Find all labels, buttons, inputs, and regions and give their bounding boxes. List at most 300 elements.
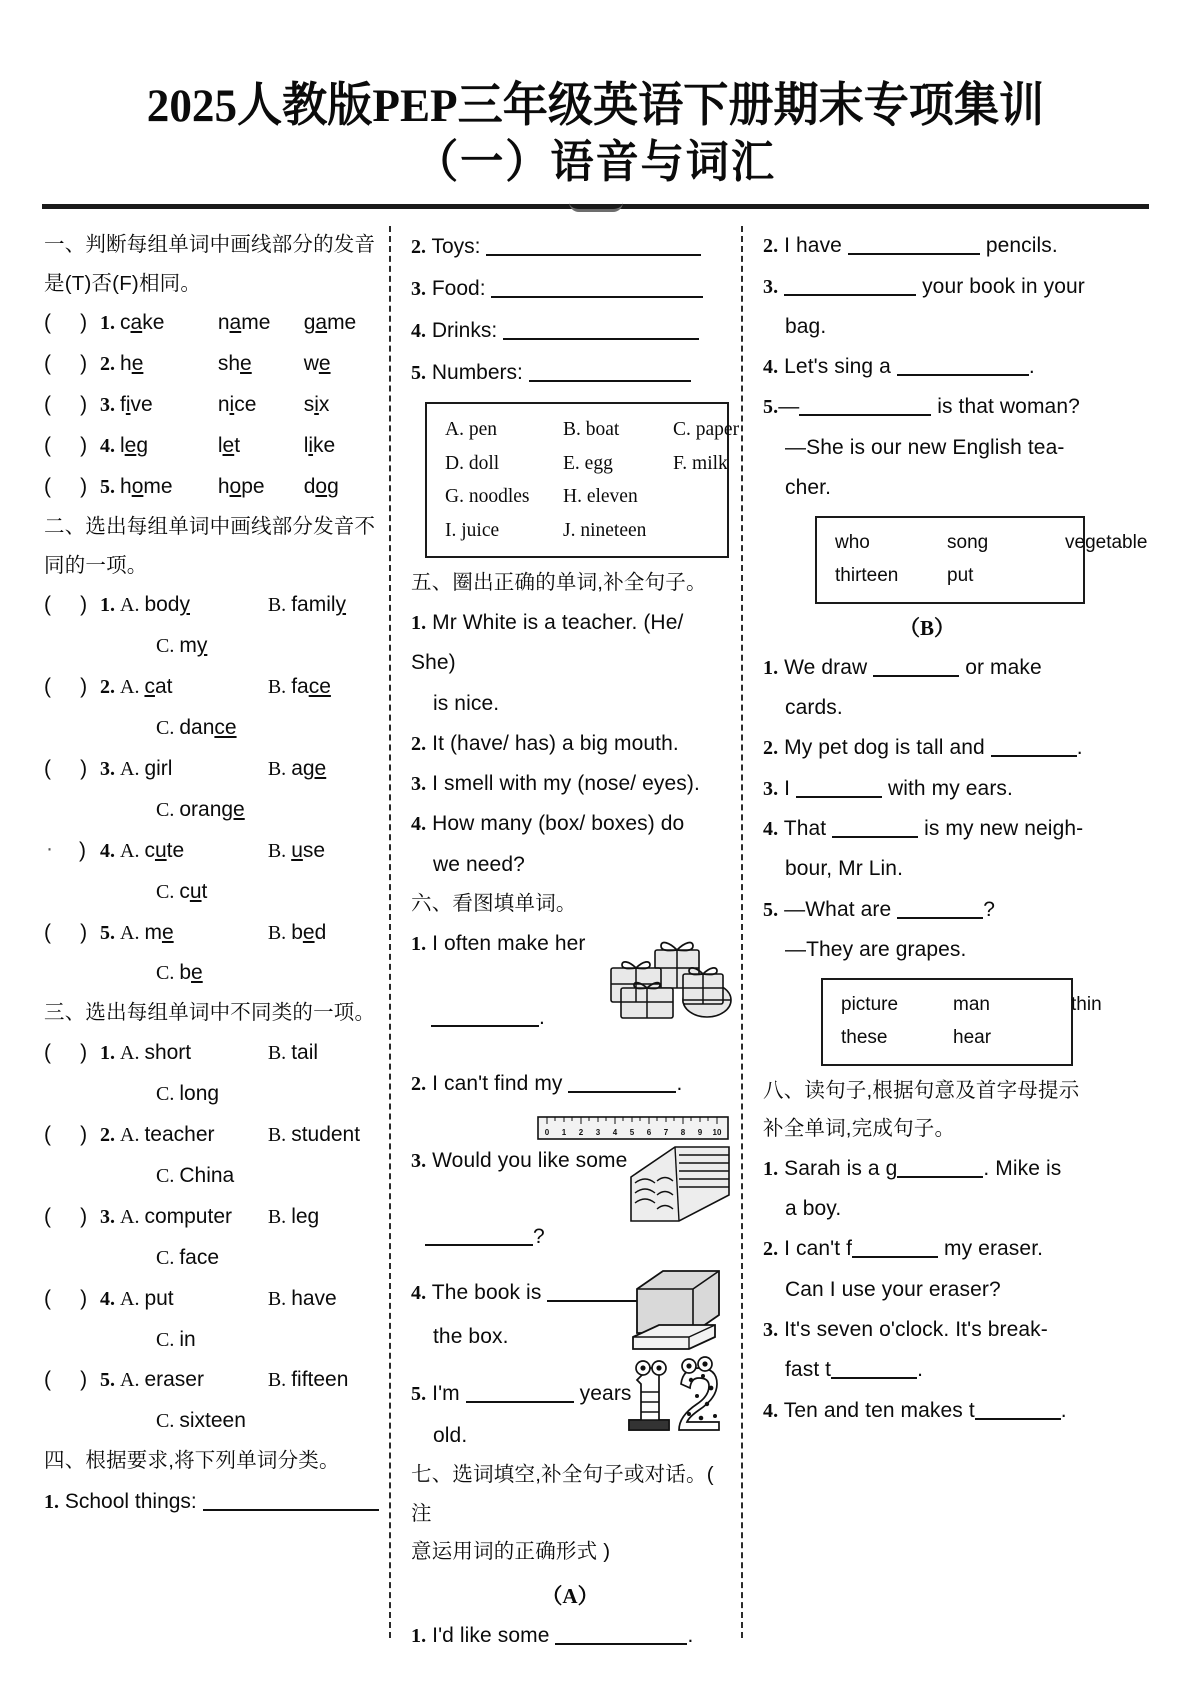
sentence-text: I smell with my (nose/ eyes). (432, 772, 700, 796)
answer-blank[interactable] (529, 363, 691, 382)
s6-picture-2 (411, 1105, 729, 1141)
sentence-text: It (have/ has) a big mouth. (432, 731, 679, 755)
s2-item-4[interactable] (44, 831, 383, 913)
option-a: A. eraser (120, 1368, 204, 1392)
item-number: 4. (100, 435, 115, 458)
svg-text:3: 3 (595, 1127, 601, 1137)
option-a: A. girl (120, 756, 173, 780)
section-7a-wordbank (815, 516, 1148, 603)
wordbank-item: put (947, 565, 974, 587)
sentence-continued: fast t . (785, 1358, 924, 1382)
section-8-heading (763, 1072, 1091, 1149)
item-number: 2. (100, 353, 115, 376)
section-7-heading-line-2: 意运用词的正确形式 ) (411, 1540, 611, 1564)
option-b: B. face (267, 674, 331, 698)
answer-blank[interactable] (897, 1159, 983, 1178)
option-a: A. teacher (120, 1122, 215, 1146)
svg-text:6: 6 (646, 1127, 652, 1137)
answer-paren[interactable]: ( ) (44, 674, 88, 698)
item-number: 2. (763, 1238, 779, 1261)
category-label: Drinks: (431, 319, 498, 343)
answer-paren[interactable]: ( ) (44, 352, 88, 376)
item-number: 1. (100, 1041, 115, 1064)
option-c: C. cut (156, 879, 208, 903)
sentence-end: pencils. (985, 234, 1058, 258)
word-group (120, 426, 383, 467)
sentence-continued: cards. (785, 696, 843, 720)
word-2: name (217, 311, 271, 335)
wordbank-item: G. noodles (445, 486, 530, 508)
answer-blank[interactable] (831, 1360, 917, 1379)
answer-blank[interactable] (431, 1008, 539, 1027)
sentence-text: How many (box/ boxes) do (432, 812, 685, 836)
column-middle (389, 226, 741, 1647)
answer-blank[interactable] (799, 397, 931, 416)
sentence-end: ? (983, 897, 995, 921)
gift-boxes-icon (607, 934, 735, 1030)
sentence-continued: the box. (433, 1325, 509, 1349)
s7a-item-3[interactable] (763, 267, 1091, 348)
sentence-end: my eraser. (944, 1237, 1044, 1261)
answer-paren[interactable]: ( ) (44, 1368, 88, 1392)
option-c: C. face (156, 1245, 220, 1269)
s5-item-2[interactable] (411, 724, 729, 764)
svg-text:1: 1 (561, 1127, 567, 1137)
answer-blank[interactable] (796, 779, 882, 798)
word-2: she (217, 352, 252, 376)
s6-item-5[interactable] (411, 1374, 729, 1457)
book-on-box-icon (619, 1263, 731, 1359)
answer-blank[interactable] (555, 1626, 687, 1645)
sentence-continued: bour, Mr Lin. (785, 857, 904, 881)
category-label: School things: (64, 1489, 197, 1513)
s8-item-3[interactable] (763, 1310, 1091, 1391)
s2-item-5[interactable] (44, 913, 383, 995)
option-c: C. China (156, 1163, 235, 1187)
wordbank-row (445, 514, 713, 548)
s7b-item-5[interactable] (763, 890, 1091, 971)
item-number: 3. (763, 275, 779, 298)
item-number: 5. (411, 362, 426, 385)
word-3: like (303, 434, 336, 458)
word-group (120, 385, 383, 426)
svg-text:8: 8 (680, 1127, 686, 1137)
answer-paren[interactable]: ( ) (44, 434, 88, 458)
word-3: six (303, 393, 330, 417)
wordbank-item: vegetable (1065, 532, 1148, 554)
option-b: B. student (267, 1122, 361, 1146)
option-b: B. use (267, 838, 326, 862)
word-1: leg (120, 434, 149, 458)
item-number: 3. (100, 757, 115, 780)
option-c: C. orange (156, 797, 245, 821)
wordbank-row (841, 1022, 1057, 1055)
s7a-item-1[interactable] (411, 1616, 729, 1656)
svg-text:10: 10 (712, 1127, 722, 1137)
sentence-unit: years (579, 1381, 632, 1405)
answer-paren[interactable]: ( ) (44, 393, 88, 417)
option-c: C. sixteen (156, 1409, 246, 1433)
item-number: 5. (100, 476, 115, 499)
bread-icon (617, 1137, 733, 1229)
option-a: A. me (120, 920, 174, 944)
answer-paren[interactable]: ( ) (44, 593, 88, 617)
s2-item-3[interactable] (44, 749, 383, 831)
three-column-body (42, 226, 1149, 1647)
s7b-item-3[interactable] (763, 769, 1091, 809)
answer-blank[interactable] (503, 321, 699, 340)
wordbank-item: man (953, 994, 990, 1016)
section-1-heading (44, 226, 383, 303)
sentence-end: ? (533, 1224, 545, 1248)
sentence-continued: —She is our new English tea- (785, 435, 1065, 459)
wordbank-item: picture (841, 994, 899, 1016)
item-number: 1. (411, 932, 427, 955)
item-number: 5. (100, 1369, 115, 1392)
sentence-end: . (1076, 736, 1083, 760)
answer-paren[interactable]: ( ) (44, 311, 88, 335)
column-left (42, 226, 389, 1638)
title-line-2: （一）语音与词汇 (415, 137, 776, 188)
sentence-text: My pet dog is tall and (784, 736, 985, 760)
wordbank-item: thin (1071, 994, 1102, 1016)
s7a-item-5[interactable] (763, 387, 1091, 508)
section-7-heading (411, 1456, 729, 1572)
option-a: A. short (120, 1040, 192, 1064)
section-2-heading-line-1: 二、选出每组单词中画线部分发音不 (44, 514, 376, 538)
item-number: 1. (100, 312, 115, 335)
answer-blank[interactable] (897, 900, 983, 919)
word-1: home (120, 475, 173, 499)
answer-blank[interactable] (897, 357, 1029, 376)
answer-blank[interactable] (466, 1384, 574, 1403)
title-divider (42, 202, 1149, 216)
s7b-item-4[interactable] (763, 809, 1091, 890)
sentence-continued-2: cher. (785, 476, 832, 500)
sentence-text: I can't f (784, 1237, 853, 1261)
item-number: 3. (763, 777, 779, 800)
category-label: Toys: (431, 235, 481, 259)
answer-blank[interactable] (873, 658, 959, 677)
s5-item-4[interactable] (411, 804, 729, 885)
s2-item-2[interactable] (44, 667, 383, 749)
item-number: 4. (763, 818, 779, 840)
item-number: 5. (411, 1382, 427, 1405)
option-c: C. long (156, 1081, 220, 1105)
word-group (120, 467, 383, 508)
sentence-end: . (539, 1005, 545, 1029)
s3-item-1[interactable] (44, 1033, 383, 1115)
wordbank-row (841, 989, 1102, 1022)
section-2-heading (44, 508, 383, 585)
s8-item-1[interactable] (763, 1149, 1091, 1230)
section-5-heading: 五、圈出正确的单词,补全句子。 (411, 571, 707, 595)
wordbank-item: song (947, 532, 989, 554)
s4-item-2[interactable] (411, 226, 729, 268)
word-2: let (217, 434, 241, 458)
word-group (120, 303, 383, 344)
s4-item-5[interactable] (411, 352, 729, 394)
word-3: game (303, 311, 357, 335)
wordbank-item: I. juice (445, 519, 500, 541)
section-4-wordbank (425, 402, 740, 558)
item-number: 3. (411, 1149, 427, 1172)
section-7b-wordbank (821, 978, 1102, 1065)
sentence-continued: Can I use your eraser? (785, 1277, 1001, 1301)
answer-blank[interactable] (568, 1074, 676, 1093)
sentence-end: or make (965, 655, 1042, 679)
s6-item-2[interactable] (411, 1064, 729, 1104)
answer-blank[interactable] (784, 277, 916, 296)
s7b-item-2[interactable] (763, 728, 1091, 768)
answer-paren[interactable]: ( ) (44, 475, 88, 499)
wordbank-row (445, 413, 740, 447)
answer-blank[interactable] (991, 738, 1077, 757)
item-number: 1. (411, 1625, 427, 1647)
sentence-text: Ten and ten makes t (783, 1398, 975, 1422)
option-c: C. dance (156, 715, 237, 739)
s5-item-3[interactable] (411, 764, 729, 804)
answer-paren[interactable]: ( ) (44, 756, 88, 780)
wordbank-item: A. pen (445, 419, 497, 441)
item-number: 1. (411, 611, 427, 634)
wordbank-item: these (841, 1026, 888, 1048)
sentence-continued: is nice. (433, 691, 500, 715)
item-number: 2. (763, 235, 779, 258)
answer-paren[interactable]: ( ) (44, 1204, 88, 1228)
sentence-text: I often make her (432, 931, 586, 955)
s1-item-2[interactable] (44, 344, 383, 385)
wordbank-item: F. milk (673, 452, 728, 474)
s4-item-1[interactable] (44, 1481, 383, 1523)
sentence-continued: old. (433, 1424, 468, 1448)
wordbank-row (835, 527, 1148, 560)
sentence-end: is my new neigh- (924, 817, 1084, 840)
item-number: 4. (100, 1287, 115, 1310)
item-number: 4. (100, 839, 115, 862)
option-b: B. bed (267, 920, 327, 944)
section-3-heading: 三、选出每组单词中不同类的一项。 (44, 1001, 376, 1025)
wordbank-row (445, 480, 713, 514)
sentence-end: with my ears. (887, 776, 1013, 800)
column-right (741, 226, 1148, 1638)
wordbank-row (445, 447, 728, 481)
answer-paren[interactable]: ( ) (44, 920, 88, 944)
wordbank-item: C. paper (673, 419, 740, 441)
answer-blank[interactable] (848, 236, 980, 255)
word-2: nice (217, 393, 257, 417)
word-group (120, 344, 383, 385)
item-number: 2. (411, 236, 426, 259)
option-a: A. computer (120, 1204, 232, 1228)
s1-item-4[interactable] (44, 426, 383, 467)
item-number: 2. (411, 1073, 427, 1096)
number-twelve-icon (615, 1356, 735, 1442)
item-number: 3. (763, 1318, 779, 1341)
item-number: 3. (100, 1205, 115, 1228)
option-a: A. cat (120, 674, 173, 698)
answer-paren[interactable]: · ) (44, 831, 100, 872)
answer-blank[interactable] (486, 237, 701, 256)
word-1: five (120, 393, 153, 417)
sentence-end: . (676, 1072, 683, 1096)
word-3: dog (303, 475, 339, 499)
answer-blank[interactable] (203, 1492, 379, 1511)
item-number: 4. (411, 1282, 427, 1305)
category-label: Food: (431, 277, 486, 301)
s4-item-3[interactable] (411, 268, 729, 310)
s7b-item-1[interactable] (763, 648, 1091, 729)
s5-item-1[interactable] (411, 603, 729, 724)
divider-arc (569, 202, 623, 212)
answer-blank[interactable] (975, 1401, 1061, 1420)
s6-item-4[interactable] (411, 1273, 729, 1358)
sentence-text: It's seven o'clock. It's break- (784, 1317, 1048, 1341)
section-8-heading-line-1: 八、读句子,根据句意及首字母提示 (763, 1078, 1080, 1102)
option-b: B. leg (267, 1204, 320, 1228)
item-number: 2. (100, 675, 115, 698)
sentence-end: . Mike is (983, 1156, 1062, 1180)
title-line-1: 2025人教版PEP三年级英语下册期末专项集训 (146, 80, 1045, 132)
option-b: B. age (267, 756, 327, 780)
sentence-end: . (1060, 1398, 1067, 1422)
item-number: 3. (411, 278, 426, 301)
svg-text:7: 7 (663, 1127, 669, 1137)
item-number: 2. (763, 737, 779, 760)
sentence-text: We draw (784, 655, 868, 679)
sentence-continued: bag. (785, 314, 827, 338)
section-1-heading-line-2: 是(T)否(F)相同。 (44, 271, 202, 295)
sentence-continued: a boy. (785, 1196, 842, 1220)
s2-item-1[interactable] (44, 585, 383, 667)
answer-blank[interactable] (425, 1227, 533, 1246)
answer-paren[interactable]: ( ) (44, 1040, 88, 1064)
option-b: B. fifteen (267, 1368, 349, 1392)
section-2-heading-line-2: 同的一项。 (44, 553, 148, 577)
section-1-heading-line-1: 一、判断每组单词中画线部分的发音 (44, 233, 376, 257)
wordbank-item: D. doll (445, 452, 500, 474)
dash-lead: — (778, 395, 800, 419)
wordbank-item: B. boat (563, 419, 620, 441)
sentence-text: your book in your (922, 274, 1085, 298)
s7a-item-2[interactable] (763, 226, 1091, 266)
option-c: C. be (156, 961, 203, 985)
wordbank-item: H. eleven (563, 486, 638, 508)
svg-text:5: 5 (629, 1127, 635, 1137)
sentence-text: I (784, 776, 791, 800)
word-2: hope (217, 475, 265, 499)
item-number: 1. (763, 1157, 779, 1180)
wordbank-item: thirteen (835, 565, 899, 587)
wordbank-item: E. egg (563, 452, 613, 474)
answer-blank[interactable] (832, 819, 918, 838)
word-3: we (303, 352, 331, 376)
item-number: 5. (763, 396, 779, 419)
sentence-text: Let's sing a (784, 355, 891, 379)
svg-text:9: 9 (697, 1127, 703, 1137)
section-6-heading: 六、看图填单词。 (411, 892, 577, 916)
sentence-text: Would you like some (432, 1148, 628, 1172)
answer-blank[interactable] (491, 279, 703, 298)
sentence-text: That (783, 817, 827, 840)
option-c: C. my (156, 633, 208, 657)
group-a-label: （A） (541, 1584, 599, 1608)
item-number: 2. (411, 732, 427, 755)
item-number: 3. (100, 394, 115, 417)
sentence-end: . (1028, 355, 1035, 379)
sentence-text: I'd like some (432, 1624, 550, 1647)
s8-item-2[interactable] (763, 1229, 1091, 1310)
item-number: 1. (44, 1490, 59, 1513)
answer-paren[interactable]: ( ) (44, 1286, 88, 1310)
sentence-text: The book is (431, 1281, 542, 1305)
sentence-text: —What are (784, 897, 892, 921)
wordbank-item: J. nineteen (563, 519, 647, 541)
answer-paren[interactable]: ( ) (44, 1122, 88, 1146)
option-b: B. have (267, 1286, 337, 1310)
answer-blank[interactable] (852, 1239, 938, 1258)
option-a: A. cute (120, 838, 185, 862)
s3-item-4[interactable] (44, 1279, 383, 1361)
item-number: 5. (763, 898, 779, 921)
category-label: Numbers: (431, 361, 523, 385)
item-number: 1. (763, 656, 779, 679)
option-a: A. put (120, 1286, 174, 1310)
item-number: 4. (411, 813, 427, 836)
s3-item-2[interactable] (44, 1115, 383, 1197)
s3-item-3[interactable] (44, 1197, 383, 1279)
item-number: 1. (100, 594, 115, 617)
sentence-text: I'm (432, 1381, 460, 1405)
s1-item-1[interactable] (44, 303, 383, 344)
option-b: B. tail (267, 1040, 319, 1064)
s1-item-3[interactable] (44, 385, 383, 426)
sentence-continued: —They are grapes. (785, 937, 967, 961)
svg-text:4: 4 (612, 1127, 618, 1137)
s8-item-4[interactable] (763, 1391, 1091, 1431)
item-number: 4. (763, 356, 779, 379)
wordbank-item: who (835, 532, 870, 554)
svg-text:2: 2 (578, 1127, 584, 1137)
sentence-end: is that woman? (937, 395, 1080, 419)
s7a-item-4[interactable] (763, 347, 1091, 387)
sentence-text: I have (784, 234, 842, 258)
word-1: he (120, 352, 144, 376)
sentence-text: I can't find my (432, 1072, 563, 1096)
s3-item-5[interactable] (44, 1360, 383, 1442)
s4-item-4[interactable] (411, 310, 729, 352)
sentence-end: . (687, 1624, 694, 1647)
sentence-text: Sarah is a g (784, 1156, 898, 1180)
svg-text:0: 0 (544, 1127, 550, 1137)
page-title (0, 0, 1191, 190)
group-b-label: （B） (898, 615, 955, 640)
wordbank-row (835, 560, 1069, 593)
s6-item-1[interactable] (411, 924, 729, 1039)
option-c: C. in (156, 1327, 196, 1351)
sentence-continued: we need? (433, 852, 525, 876)
word-1: cake (120, 311, 165, 335)
s1-item-5[interactable] (44, 467, 383, 508)
item-number: 3. (411, 773, 427, 796)
option-a: A. body (120, 593, 190, 617)
section-4-heading: 四、根据要求,将下列单词分类。 (44, 1449, 340, 1473)
section-7-heading-line-1: 七、选词填空,补全句子或对话。( 注 (411, 1463, 714, 1525)
s6-item-3[interactable] (411, 1141, 729, 1258)
wordbank-item: hear (953, 1026, 992, 1048)
sentence-text: Mr White is a teacher. (He/ She) (411, 610, 684, 675)
item-number: 4. (411, 320, 426, 343)
